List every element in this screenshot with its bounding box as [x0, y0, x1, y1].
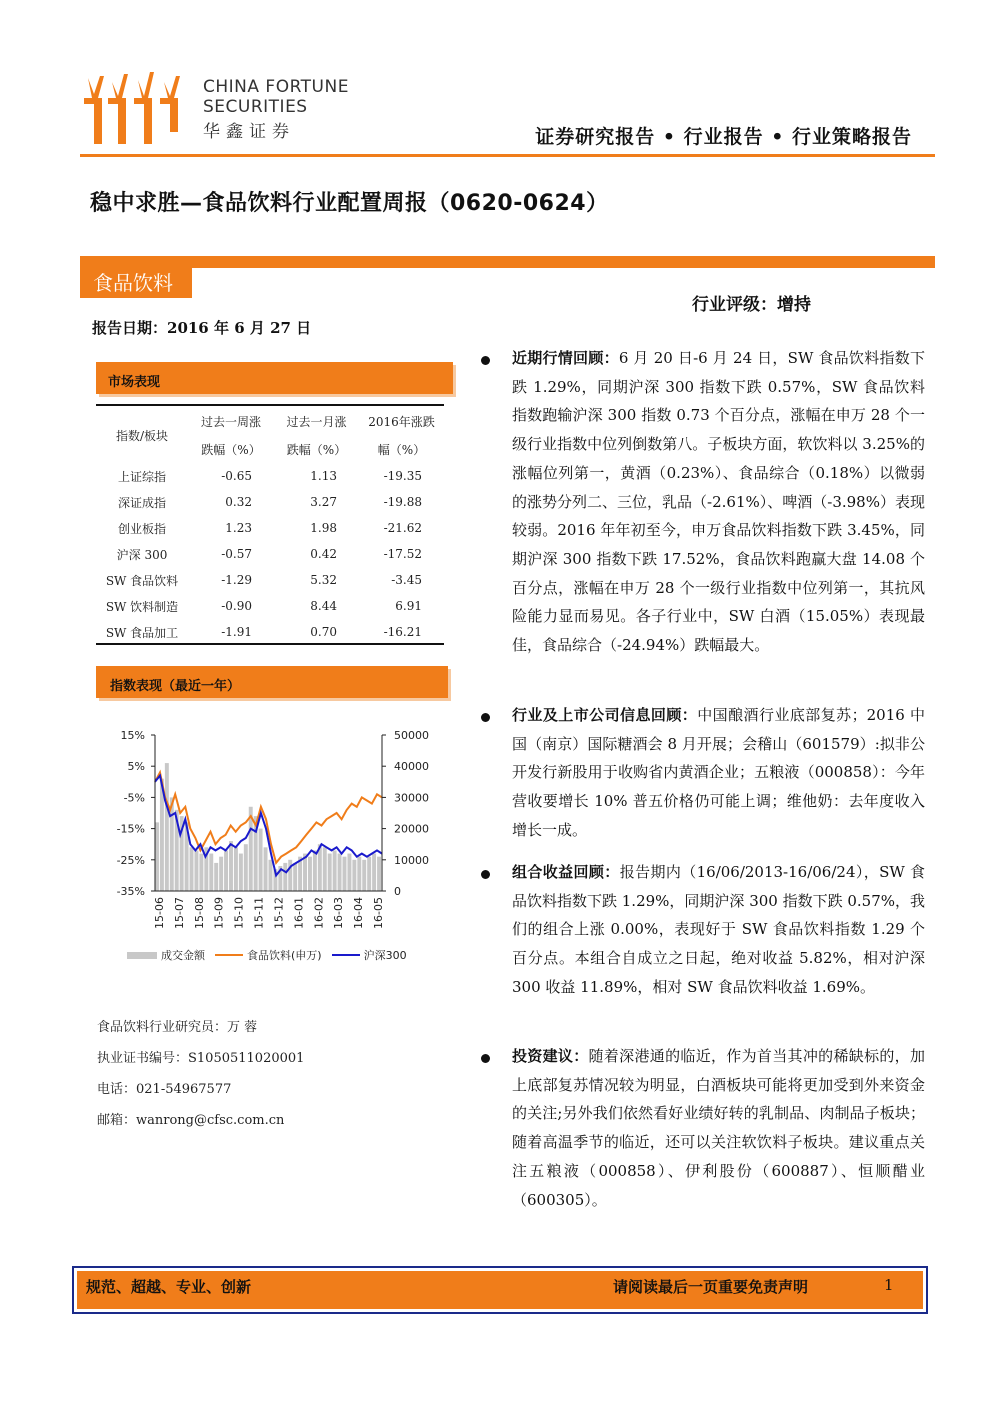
volume-bar	[283, 863, 287, 891]
brand-chinese: 华鑫证券	[203, 122, 295, 142]
volume-bar	[244, 844, 248, 891]
x-tick-label: 15-10	[232, 897, 246, 929]
row-month: 0.42	[310, 547, 337, 561]
analyst-name: 食品饮料行业研究员：万 蓉	[97, 1020, 258, 1035]
legend-volume-swatch	[127, 952, 157, 959]
x-tick-label: 16-04	[352, 897, 366, 929]
x-tick-label: 16-03	[332, 897, 346, 929]
index-chart	[100, 724, 440, 974]
market-review-paragraph	[512, 344, 925, 660]
volume-bar	[234, 847, 238, 891]
row-month: 5.32	[310, 573, 337, 587]
left-tick-label: -35%	[116, 885, 145, 898]
left-tick-label: 5%	[127, 760, 145, 774]
volume-bar	[155, 822, 159, 891]
legend-volume-label: 成交金额	[161, 949, 205, 962]
report-type: 证券研究报告 • 行业报告 • 行业策略报告	[535, 126, 912, 148]
market-review-text: 6 月 20 日-6 月 24 日，SW 食品饮料指数下跌 1.29%，同期沪深 300 指数下跌 0.57%，SW 食品饮料指数跑输沪深 300 指数 0.73 个百分点，涨幅在申万 28 个一级行业指数中位列倒数第八。子板块方面，软饮料以 3.25%的涨幅位列第一，黄酒（0.23%）、食品综合（0.18%）以微弱的涨势分列二、三位，乳品（-2.61%）、啤酒（-3.98%）表现较弱。2016 年年初至今，申万食品饮料指数下跌 3.45%，同期沪深 300 指数下跌 17.52%，食品饮料跑赢大盘 14.08 个百分点，涨幅在申万 28 个一级行业指数中位列第一，其抗风险能力显而易见。各子行业中，SW 白酒（15.05%）表现最佳，食品综合（-24.94%）跌幅最大。	[512, 349, 925, 655]
volume-bar	[328, 854, 332, 891]
volume-bar	[194, 850, 198, 891]
market-review-label: 近期行情回顾：	[512, 349, 619, 367]
row-name: SW 食品加工	[105, 625, 179, 640]
table-top-rule	[96, 404, 444, 406]
left-tick-label: -25%	[116, 853, 145, 867]
investment-advice-text: 随着深港通的临近，作为首当其冲的稀缺标的，加上底部复苏情况较为明显，白酒板块可能将更加受到外来资金的关注;另外我们依然看好业绩好转的乳制品、肉制品子板块；随着高温季节的临近，还可以关注软饮料子板块。建议重点关注五粮液（000858）、伊利股份（600887）、恒顺醋业（600305）。	[512, 1047, 925, 1209]
right-tick-label: 20000	[394, 822, 429, 836]
portfolio-review-paragraph	[512, 858, 925, 1002]
volume-bar	[323, 847, 327, 891]
row-year: -19.88	[383, 495, 422, 509]
right-tick-label: 50000	[394, 729, 429, 742]
volume-bar	[214, 863, 218, 891]
volume-bar	[362, 860, 366, 891]
row-year: 6.91	[395, 599, 422, 613]
x-tick-label: 15-09	[212, 897, 226, 929]
news-review-label: 行业及上市公司信息回顾：	[512, 706, 698, 724]
table-row	[96, 463, 444, 489]
left-tick-label: -5%	[123, 791, 145, 805]
x-tick-label: 15-12	[272, 897, 286, 929]
volume-bar	[190, 847, 194, 891]
row-week: -0.57	[221, 547, 252, 561]
footer-motto: 规范、超越、专业、创新	[86, 1278, 252, 1296]
market-table	[96, 407, 444, 645]
row-month: 1.13	[310, 469, 337, 483]
volume-bar	[333, 850, 337, 891]
news-review-text: 中国酿酒行业底部复苏；2016 中国（南京）国际糖酒会 8 月开展；会稽山（601579）:拟非公开发行新股用于收购省内黄酒企业；五粮液（000858）：今年营收要增长 10% 普五价格仍可能上调；维他奶：去年度收入增长一成。	[512, 706, 925, 839]
investment-advice-paragraph	[512, 1042, 925, 1214]
table-row	[96, 541, 444, 567]
row-week: -0.90	[221, 599, 252, 613]
volume-bar	[269, 860, 273, 891]
news-review-paragraph	[512, 701, 925, 845]
col-header-week-2: 跌幅（%）	[201, 442, 261, 457]
table-row	[96, 619, 444, 645]
series-line-1	[155, 772, 382, 863]
volume-bar	[343, 857, 347, 891]
volume-bar	[347, 854, 351, 891]
table-row	[96, 567, 444, 593]
row-month: 3.27	[310, 495, 337, 509]
row-week: -0.65	[221, 469, 252, 483]
volume-bar	[372, 854, 376, 891]
x-tick-label: 16-02	[312, 897, 326, 929]
report-date: 报告日期：2016 年 6 月 27 日	[92, 319, 312, 337]
row-month: 8.44	[310, 599, 337, 613]
sector-name: 食品饮料	[93, 271, 173, 295]
brand-english-line-1: CHINA FORTUNE	[203, 77, 349, 97]
report-title: 稳中求胜—食品饮料行业配置周报（0620-0624）	[90, 191, 609, 216]
analyst-phone: 电话：021-54967577	[97, 1082, 232, 1097]
index-section-title: 指数表现（最近一年）	[110, 679, 241, 694]
row-week: 1.23	[225, 521, 252, 535]
row-year: -21.62	[383, 521, 422, 535]
brand-english-line-2: SECURITIES	[203, 97, 308, 117]
table-bottom-rule	[96, 643, 444, 645]
bullet-icon	[481, 713, 490, 722]
col-header-year-2: 幅（%）	[377, 442, 426, 457]
x-tick-label: 15-11	[252, 897, 266, 929]
x-tick-label: 15-08	[192, 897, 206, 929]
volume-bar	[357, 857, 361, 891]
volume-bar	[165, 763, 169, 891]
volume-bar	[313, 850, 317, 891]
portfolio-review-label: 组合收益回顾：	[512, 863, 620, 881]
legend-hs300-label: 沪深300	[363, 949, 407, 962]
row-month: 0.70	[310, 625, 337, 639]
row-name: 创业板指	[117, 521, 166, 536]
row-year: -17.52	[383, 547, 422, 561]
footer-disclaimer: 请阅读最后一页重要免责声明	[613, 1278, 809, 1296]
volume-bar	[308, 857, 312, 891]
row-week: -1.91	[221, 625, 252, 639]
volume-bar	[264, 847, 268, 891]
row-week: 0.32	[225, 495, 252, 509]
col-header-month-2: 跌幅（%）	[286, 442, 347, 457]
volume-bar	[288, 860, 292, 891]
header-rule	[80, 154, 935, 157]
volume-bar	[377, 857, 381, 891]
market-section-title: 市场表现	[108, 375, 161, 390]
x-tick-label: 15-06	[153, 897, 166, 929]
portfolio-review-text: 报告期内（16/06/2013-16/06/24），SW 食品饮料指数下跌 1.29%，同期沪深 300 指数下跌 0.57%，我们的组合上涨 0.00%，表现好于 SW 食品饮料指数 1.29 个百分点。本组合自成立之日起，绝对收益 5.82%，相对沪深 300 收益 11.89%，相对 SW 食品饮料收益 1.69%。	[512, 863, 926, 996]
row-month: 1.98	[310, 521, 337, 535]
right-tick-label: 40000	[394, 760, 429, 774]
row-name: SW 饮料制造	[105, 599, 179, 614]
legend-food-swatch	[215, 954, 243, 956]
row-name: SW 食品饮料	[105, 573, 179, 588]
volume-bar	[352, 860, 356, 891]
page-number: 1	[884, 1276, 894, 1294]
col-header-index: 指数/板块	[115, 428, 169, 443]
volume-bar	[219, 857, 223, 891]
volume-bar	[224, 850, 228, 891]
bullet-icon	[481, 870, 490, 879]
volume-bar	[259, 829, 263, 891]
table-row	[96, 489, 444, 515]
row-week: -1.29	[221, 573, 252, 587]
analyst-cert: 执业证书编号：S1050511020001	[97, 1051, 305, 1066]
volume-bar	[229, 841, 233, 891]
row-name: 上证综指	[117, 469, 166, 484]
volume-bar	[293, 863, 297, 891]
left-tick-label: -15%	[116, 822, 145, 836]
left-tick-label: 15%	[120, 729, 145, 742]
row-year: -19.35	[383, 469, 422, 483]
legend	[127, 947, 407, 963]
x-tick-label: 15-07	[172, 897, 186, 929]
sector-band	[80, 256, 935, 268]
investment-advice-label: 投资建议：	[512, 1047, 589, 1065]
volume-bar	[239, 854, 243, 891]
col-header-year-1: 2016年涨跌	[368, 414, 435, 429]
row-name: 深证成指	[117, 495, 166, 510]
volume-bar	[367, 857, 371, 891]
legend-hs300-swatch	[332, 954, 360, 956]
bullet-icon	[481, 1054, 490, 1063]
right-tick-label: 30000	[394, 791, 429, 805]
volume-bar	[338, 854, 342, 891]
row-year: -16.21	[383, 625, 422, 639]
table-row	[96, 515, 444, 541]
right-tick-label: 0	[394, 885, 401, 898]
row-year: -3.45	[391, 573, 422, 587]
row-name: 沪深 300	[116, 547, 168, 562]
bullet-icon	[481, 356, 490, 365]
x-tick-label: 16-05	[372, 897, 385, 929]
col-header-week-1: 过去一周涨	[200, 414, 261, 429]
col-header-month-1: 过去一月涨	[286, 414, 347, 429]
company-logo-icon	[80, 68, 190, 148]
volume-bar	[199, 854, 203, 891]
volume-bar	[209, 854, 213, 891]
legend-food-label: 食品饮料(申万)	[247, 949, 322, 962]
right-tick-label: 10000	[394, 853, 429, 867]
table-row	[96, 593, 444, 619]
analyst-email: 邮箱：wanrong@cfsc.com.cn	[97, 1113, 285, 1128]
industry-rating: 行业评级：增持	[692, 295, 811, 315]
x-tick-label: 16-01	[292, 897, 306, 929]
